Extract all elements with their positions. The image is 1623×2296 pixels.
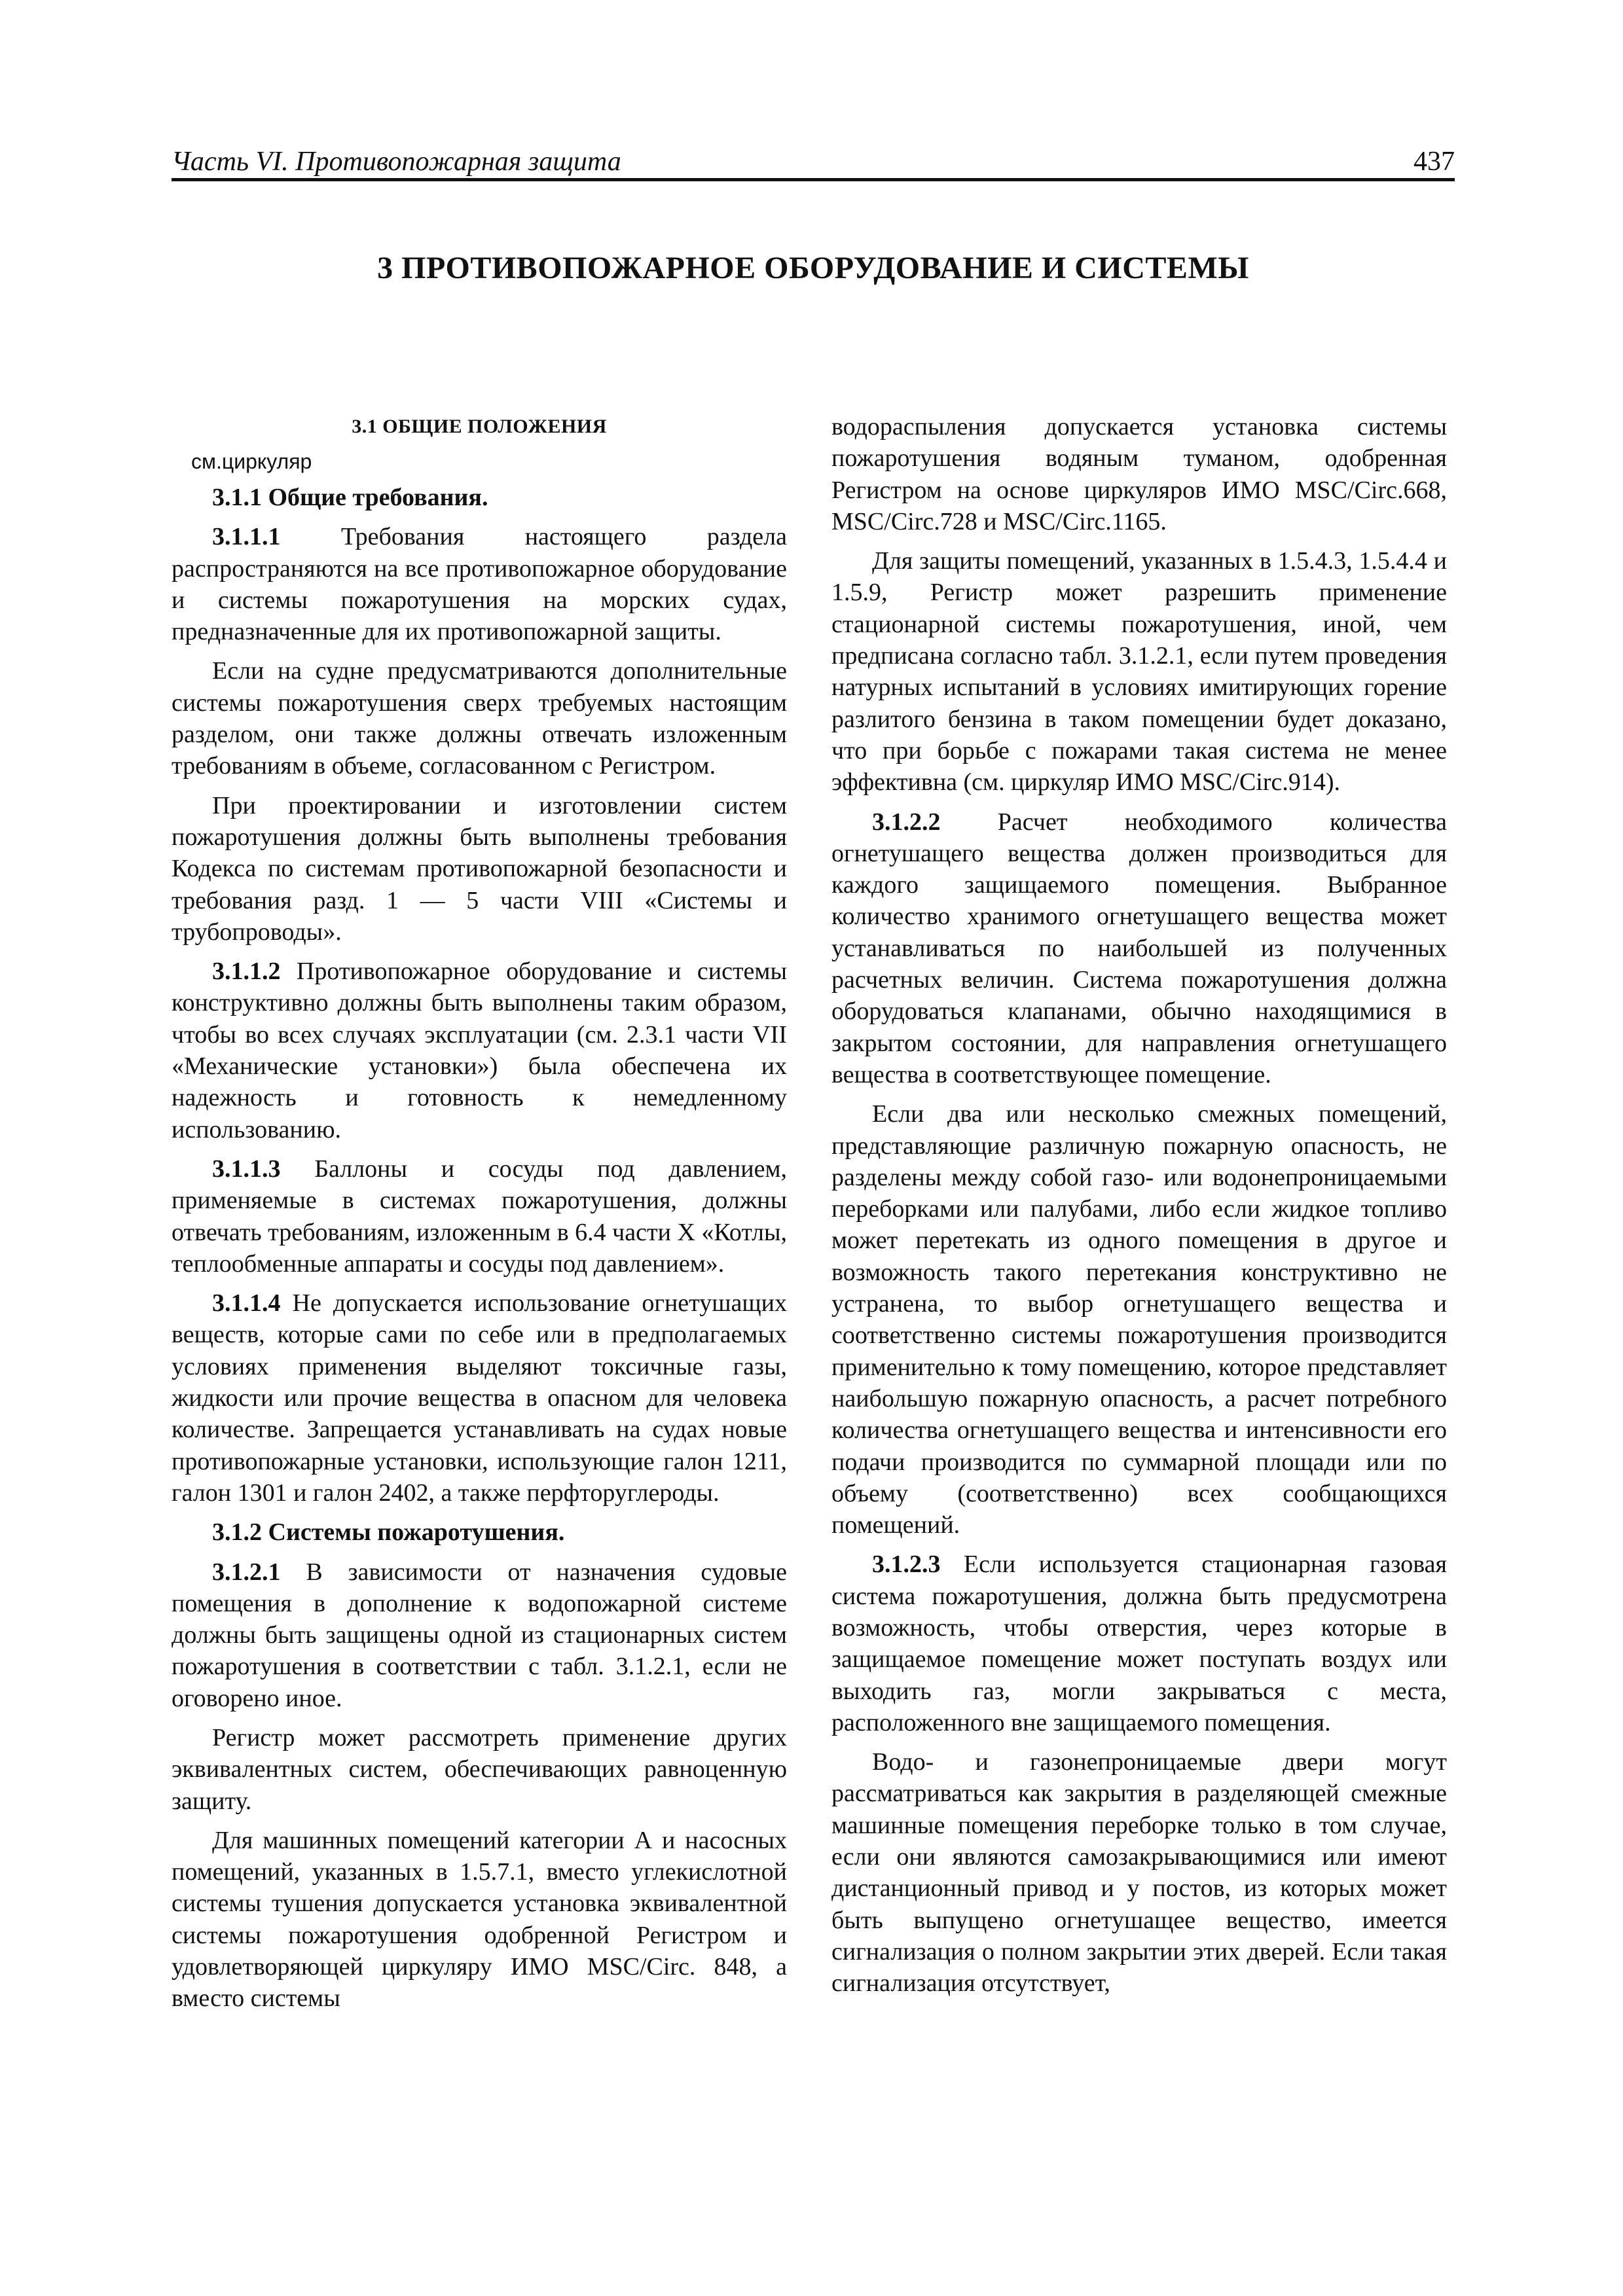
chapter-title: 3 ПРОТИВОПОЖАРНОЕ ОБОРУДОВАНИЕ И СИСТЕМЫ [377, 251, 1249, 285]
paragraph: Регистр может рассмотреть применение других эквивалентных систем, обеспечивающих равноценную защиту. [172, 1723, 787, 1815]
running-header [172, 144, 1455, 179]
paragraph: При проектировании и изготовлении систем пожаротушения должны быть выполнены требования Кодекса по системам противопожарной безопасности и требования разд. 1 — 5 части VIII «Системы и трубопроводы». [172, 791, 787, 946]
paragraph: Для защиты помещений, указанных в 1.5.4.3, 1.5.4.4 и 1.5.9, Регистр может разрешить применение стационарной системы пожаротушения, иной, чем предписана согласно табл. 3.1.2.1, если путем проведения натурных испытаний в условиях имитирующих горение разлитого бензина в таком помещении будет доказано, что при борьбе с пожарами такая система не менее эффективна (см. циркуляр ИМО MSC/Circ.914). [831, 547, 1447, 797]
paragraph: Для машинных помещений категории А и насосных помещений, указанных в 1.5.7.1, вместо углекислотной системы тушения допускается установка эквивалентной системы пожаротушения одобренной Регистром и удовлетворяющей циркуляру ИМО MSC/Circ. 848, а вместо системы [172, 1826, 787, 2013]
paragraph: Если два или несколько смежных помещений, представляющие различную пожарную опасность, не разделены между собой газо- или водонепроницаемыми переборками или палубами, либо если жидкое топливо может перетекать из одного помещения в другое и возможность такого перетекания конструктивно не устранена, то выбор огнетушащего вещества и соответственно системы пожаротушения производится применительно к тому помещению, которое представляет наибольшую пожарную опасность, а расчет потребного количества огнетушащего вещества и интенсивности его подачи производится по суммарной площади или по объему (соответственно) всех сообщающихся помещений. [831, 1100, 1447, 1539]
handwritten-note: см.циркуляр [191, 450, 312, 473]
left-column [172, 411, 787, 2022]
paragraph [831, 1549, 1447, 1738]
clause-number: 3.1.2.2 [872, 808, 941, 836]
paragraph [172, 1287, 787, 1509]
right-column [831, 411, 1447, 2007]
paragraph-text: Баллоны и сосуды под давлением, применяемые в системах пожаротушения, должны отвечать требованиям, изложенным в 6.4 части X «Котлы, теплообменные аппараты и сосуды под давлением». [172, 1155, 787, 1278]
paragraph [172, 1556, 787, 1714]
paragraph [831, 806, 1447, 1091]
clause-number: 3.1.1.2 [212, 958, 281, 986]
clause-number: 3.1.2.3 [872, 1551, 941, 1579]
paragraph: Водо- и газонепроницаемые двери могут рассматриваться как закрытия в разделяющей смежные машинные помещения переборке только в том случае, если они являются самозакрывающимися или имеют дистанционный привод и у постов, из которых может быть выпущено огнетушащее вещество, имеется сигнализация о полном закрытии этих дверей. Если такая сигнализация отсутствует, [831, 1748, 1447, 1998]
paragraph [172, 521, 787, 647]
paragraph-text: Расчет необходимого количества огнетушащего вещества должен производиться для каждого защищаемого помещения. Выбранное количество хранимого огнетушащего вещества может устанавливаться по наибольшей из полученных расчетных величин. Система пожаротушения должна оборудоваться клапанами, обычно находящимися в закрытом состоянии, для направления огнетушащего вещества в соответствующее помещение. [831, 808, 1447, 1088]
paragraph-text: В зависимости от назначения судовые помещения в дополнение к водопожарной системе должны быть защищены одной из стационарных систем пожаротушения в соответствии с табл. 3.1.2.1, если не оговорено иное. [172, 1558, 787, 1712]
clause-number: 3.1.2.1 [212, 1558, 281, 1586]
paragraph-text: Если используется стационарная газовая система пожаротушения, должна быть предусмотрена возможность, чтобы отверстия, через которые в защищаемое помещение может поступать воздух или выходить газ, могли закрываться с места, расположенного вне защищаемого помещения. [831, 1551, 1447, 1736]
paragraph-text: Требования настоящего раздела распространяются на все противопожарное оборудование и системы пожаротушения на морских судах, предназначенные для их противопожарной защиты. [172, 523, 787, 646]
clause-number: 3.1.1.4 [212, 1289, 281, 1318]
paragraph-text: Не допускается использование огнетушащих веществ, которые сами по себе или в предполагаемых условиях применения выделяют токсичные газы, жидкости или прочие вещества в опасном для человека количестве. Запрещается устанавливать на судах новые противопожарные установки, использующие галон 1211, галон 1301 и галон 2402, а также перфторуглероды. [172, 1289, 787, 1507]
subsection-title: 3.1.1 Общие требования. [212, 484, 488, 511]
paragraph [172, 1153, 787, 1280]
paragraph-text: Противопожарное оборудование и системы конструктивно должны быть выполнены таким образом, чтобы во всех случаях эксплуатации (см. 2.3.1 части VII «Механические установки») была обеспечена их надежность и готовность к немедленному использованию. [172, 958, 787, 1143]
subsection-title: 3.1.2 Системы пожаротушения. [212, 1518, 565, 1547]
header-rule [172, 178, 1455, 181]
paragraph: Если на судне предусматриваются дополнительные системы пожаротушения сверх требуемых настоящим разделом, они также должны отвечать изложенным требованиям в объеме, согласованном с Регистром. [172, 657, 787, 780]
paragraph [172, 956, 787, 1145]
clause-number: 3.1.1.1 [212, 523, 281, 551]
section-title: 3.1 ОБЩИЕ ПОЛОЖЕНИЯ [352, 416, 607, 437]
page-number: 437 [1413, 147, 1455, 177]
running-title: Часть VI. Противопожарная защита [172, 147, 621, 177]
clause-number: 3.1.1.3 [212, 1155, 281, 1183]
paragraph-continued: водораспыления допускается установка системы пожаротушения водяным туманом, одобренная Регистром на основе циркуляров ИМО MSC/Circ.668, MSC/Circ.728 и MSC/Circ.1165. [831, 413, 1447, 535]
